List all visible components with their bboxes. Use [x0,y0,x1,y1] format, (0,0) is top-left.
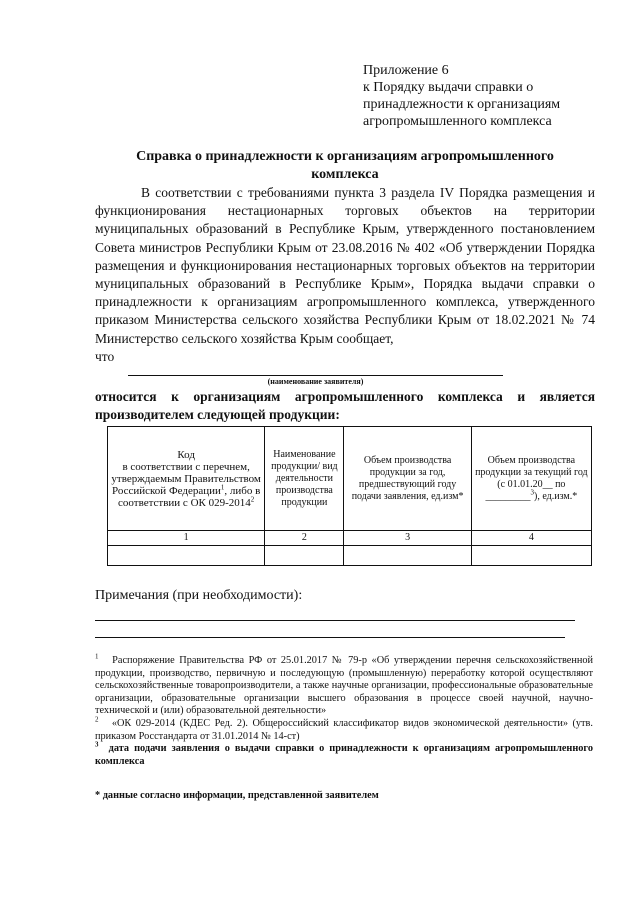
header-cell-prev-year: Объем производства продукции за год, предшествующий году подачи заявления, ед.изм* [344,427,471,531]
document-title [95,148,595,184]
applicant-caption: (наименование заявителя) [267,377,364,386]
table-cell: 1 [108,531,265,546]
table-cell [471,546,591,566]
table-cell: 2 [265,531,344,546]
production-table [107,426,592,566]
table-cell: 4 [471,531,591,546]
appendix-header [363,62,613,130]
main-paragraph [95,184,595,366]
paragraph-text: В соответствии с требованиями пункта 3 раздела IV Порядка размещения и функционирования нестационарных торговых объектов на территории муниципальных образований в Республике Крым, утвержденного постановлением Совета министров Республики Крым от 23.08.2016 № 402 «Об утверждении Порядка размещения и функционирования нестационарных торговых объектов на территории муниципальных образований в Республике Крым», Порядка выдачи справки о принадлежности к организациям агропромышленного комплекса, утвержденного приказом Министерства сельского хозяйства Республики Крым от 18.02.2021 № 74 Министерство сельского хозяйства Крым сообщает, [95,185,595,346]
appendix-line: Приложение 6 [363,63,449,78]
header-cell-name: Наименование продукции/ вид деятельности производства продукции [265,427,344,531]
notes-line [95,620,575,621]
table-header-row [108,427,592,531]
title-line: комплекса [311,167,379,182]
header-cell-code: Код в соответствии с перечнем, утверждаемым Правительством Российской Федерации$^1$, либо в соответствии с ОК 029-2014$^2$ [108,427,265,531]
table-cell: 3 [344,531,471,546]
table-row [108,546,592,566]
second-paragraph: относится к организациям агропромышленного комплекса и является производителем следующей продукции: [95,389,595,423]
footnote-2: $^2$ «ОК 029-2014 (КДЕС Ред. 2). Общероссийский классификатор видов экономической деятельности» (утв. приказом Росстандарта от 31.01.2014 № 14-ст) [95,715,593,742]
table-cell [344,546,471,566]
footnote-1: $^1$ Распоряжение Правительства РФ от 25.01.2017 № 79-р «Об утверждении перечня сельскохозяйственной продукции, производство, первичную и последующую (промышленную) переработку которой осуществляют сельскохозяйственные товаропроизводители, а также научные организации, профессиональные образовательные организации, образовательные организации высшего образования в процессе своей научной, научно-технической и (или) образовательной деятельности» [95,652,593,717]
applicant-underline [128,374,503,376]
appendix-line: к Порядку выдачи справки о [363,80,534,95]
title-line: Справка о принадлежности к организациям агропромышленного [136,149,554,164]
table-cell [265,546,344,566]
notes-label: Примечания (при необходимости): [95,588,303,603]
appendix-line: агропромышленного комплекса [363,114,552,129]
chto-word: что [95,348,115,364]
footnotes [95,652,593,803]
footnote-3: $^3$ дата подачи заявления о выдачи справки о принадлежности к организациям агропромышленного комплекса [95,740,593,767]
table-number-row [108,531,592,546]
table-cell [108,546,265,566]
footnote-4: * данные согласно информации, представленной заявителем [95,790,379,802]
appendix-line: принадлежности к организациям [363,97,561,112]
notes-line [95,637,565,638]
header-cell-current-year: Объем производства продукции за текущий год (с 01.01.20__ по _________$^3$), ед.изм.* [471,427,591,531]
